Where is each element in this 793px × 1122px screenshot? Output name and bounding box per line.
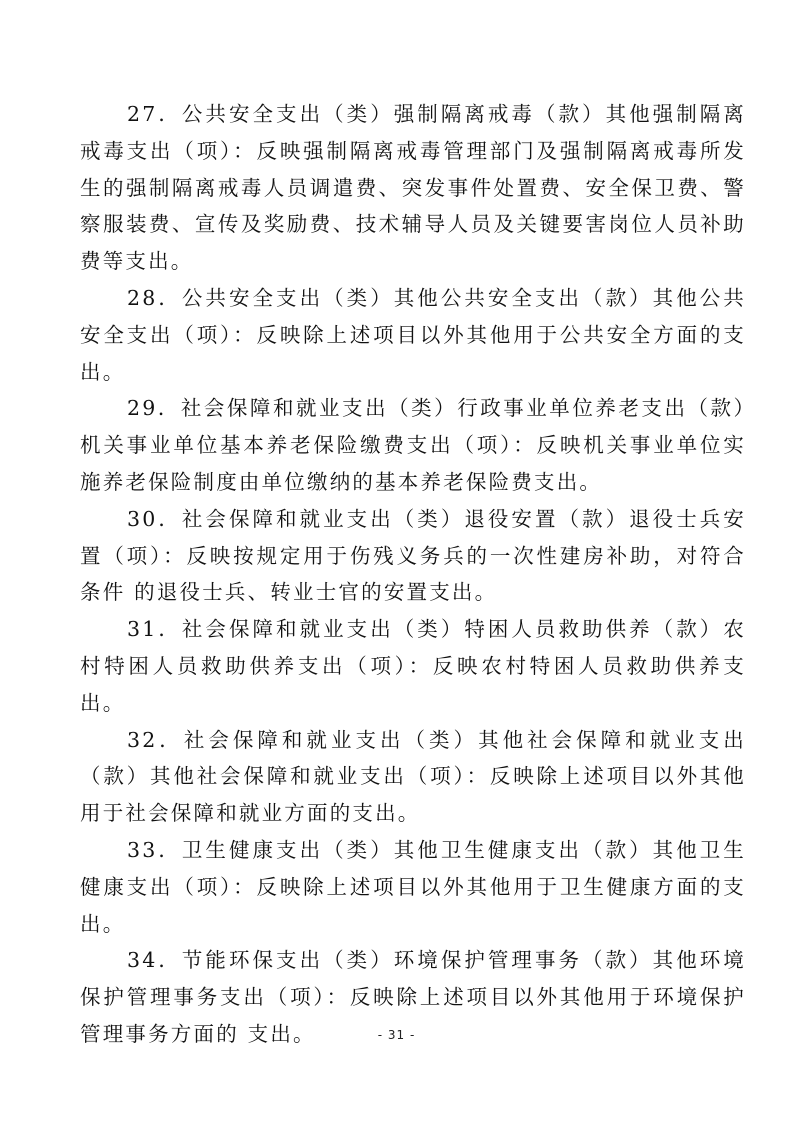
paragraph-33: 33．卫生健康支出（类）其他卫生健康支出（款）其他卫生健康支出（项）：反映除上述项目以外其他用于卫生健康方面的支出。 bbox=[80, 837, 746, 936]
page-number: - 31 - bbox=[377, 1028, 416, 1042]
paragraph-32: 32．社会保障和就业支出（类）其他社会保障和就业支出（款）其他社会保障和就业支出（项）：反映除上述项目以外其他用于社会保障和就业方面的支出。 bbox=[80, 727, 746, 826]
paragraph-29: 29．社会保障和就业支出（类）行政事业单位养老支出（款）机关事业单位基本养老保险缴费支出（项）：反映机关事业单位实施养老保险制度由单位缴纳的基本养老保险费支出。 bbox=[80, 396, 746, 494]
paragraph-30: 30．社会保障和就业支出（类）退役安置（款）退役士兵安置（项）：反映按规定用于伤残义务兵的一次性建房补助，对符合条件 的退役士兵、转业士官的安置支出。 bbox=[80, 506, 746, 605]
paragraph-34: 34．节能环保支出（类）环境保护管理事务（款）其他环境保护管理事务支出（项）：反映除上述项目以外其他用于环境保护管理事务方面的 支出。 bbox=[80, 948, 746, 1046]
paragraph-31: 31．社会保障和就业支出（类）特困人员救助供养（款）农村特困人员救助供养支出（项）：反映农村特困人员救助供养支出。 bbox=[80, 617, 746, 715]
document-body bbox=[80, 96, 746, 1053]
paragraph-28: 28．公共安全支出（类）其他公共安全支出（款）其他公共安全支出（项）：反映除上述项目以外其他用于公共安全方面的支出。 bbox=[80, 285, 746, 384]
paragraph-27: 27．公共安全支出（类）强制隔离戒毒（款）其他强制隔离戒毒支出（项）：反映强制隔离戒毒管理部门及强制隔离戒毒所发生的强制隔离戒毒人员调遣费、突发事件处置费、安全保卫费、警察服装费、宣传及奖励费、技术辅导人员及关键要害岗位人员补助费等支出。 bbox=[80, 102, 746, 274]
